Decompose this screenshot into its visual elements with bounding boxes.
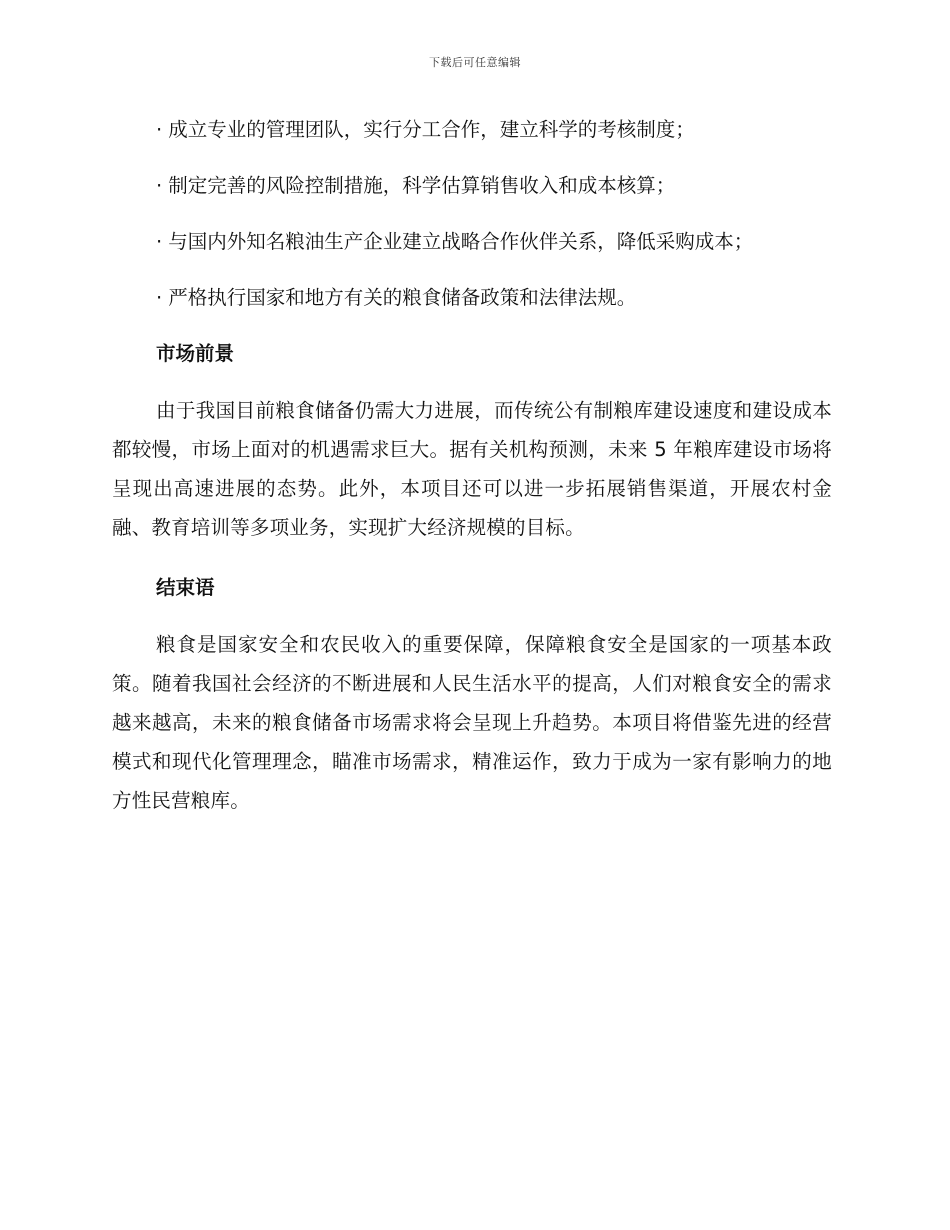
list-item	[112, 224, 832, 260]
paragraph-conclusion: 粮食是国家安全和农民收入的重要保障，保障粮食安全是国家的一项基本政策。随着我国社会经济的不断进展和人民生活水平的提高，人们对粮食安全的需求越来越高，未来的粮食储备市场需求将会呈现上升趋势。本项目将借鉴先进的经营模式和现代化管理理念，瞄准市场需求，精准运作，致力于成为一家有影响力的地方性民营粮库。	[112, 633, 832, 812]
bullet-icon: ·	[156, 118, 163, 141]
list-item-text: 与国内外知名粮油生产企业建立战略合作伙伴关系，降低采购成本；	[168, 230, 754, 253]
list-item-text: 制定完善的风险控制措施，科学估算销售收入和成本核算；	[168, 174, 676, 197]
bullet-icon: ·	[156, 286, 163, 309]
page-header: 下载后可任意编辑	[429, 56, 521, 69]
bullet-icon: ·	[156, 174, 163, 197]
section-heading-market: 市场前景	[156, 342, 235, 365]
list-item-text: 成立专业的管理团队，实行分工合作，建立科学的考核制度；	[168, 118, 695, 141]
list-item	[112, 112, 832, 148]
list-item	[112, 168, 832, 204]
bullet-list	[112, 112, 832, 316]
paragraph-market: 由于我国目前粮食储备仍需大力进展，而传统公有制粮库建设速度和建设成本都较慢，市场上面对的机遇需求巨大。据有关机构预测，未来 5 年粮库建设市场将呈现出高速进展的态势。此外，本项目还可以进一步拓展销售渠道，开展农村金融、教育培训等多项业务，实现扩大经济规模的目标。	[112, 399, 832, 539]
bullet-icon: ·	[156, 230, 163, 253]
list-item-text: 严格执行国家和地方有关的粮食储备政策和法律法规。	[168, 286, 637, 309]
section-heading-conclusion: 结束语	[156, 576, 215, 599]
document-body	[112, 112, 832, 843]
list-item	[112, 280, 832, 316]
